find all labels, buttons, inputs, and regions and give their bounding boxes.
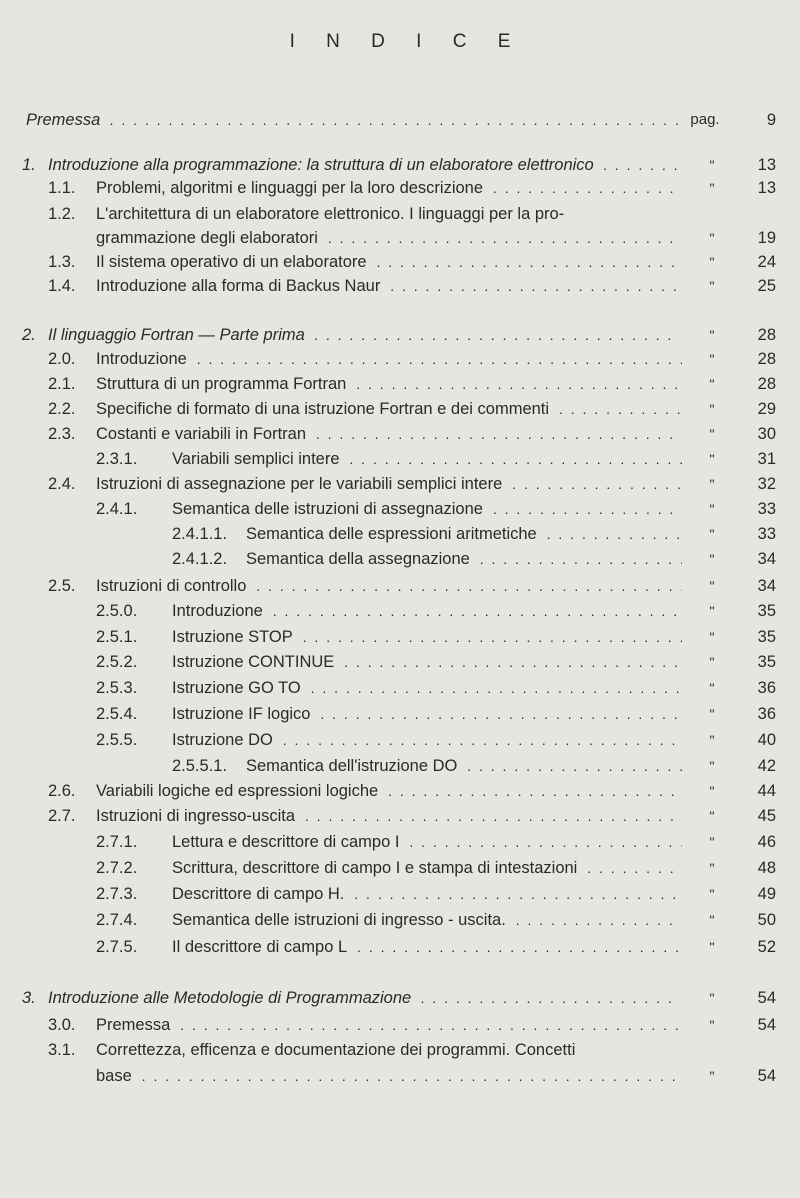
toc-entry: [0, 935, 800, 959]
entry-page: 36: [757, 679, 776, 697]
entry-number: 2.: [22, 326, 36, 344]
entry-text: Semantica dell'istruzione DO . . .: [246, 754, 682, 778]
entry-number: 1.4.: [48, 277, 76, 295]
toc-entry: [0, 274, 800, 298]
entry-text: Variabili semplici intere . . .: [172, 447, 682, 471]
entry-page: 46: [757, 833, 776, 851]
entry-number: 2.5.1.: [96, 628, 138, 646]
entry-page: 25: [757, 277, 776, 295]
toc-entry: [0, 574, 800, 598]
toc-entry: [0, 202, 800, 226]
toc-entry: [0, 728, 800, 752]
toc-entry: [0, 702, 800, 726]
entry-text: Il descrittore di campo L . . .: [172, 935, 682, 959]
toc-entry-premessa: [0, 108, 800, 132]
toc-entry: [0, 599, 800, 623]
ditto-mark: ": [709, 758, 715, 774]
entry-number: 2.7.4.: [96, 911, 138, 929]
toc-entry: [0, 882, 800, 906]
entry-page: 34: [757, 550, 776, 568]
entry-text: Istruzione CONTINUE . . .: [172, 650, 682, 674]
entry-text: Problemi, algoritmi e linguaggi per la loro descrizione . . .: [96, 176, 682, 200]
entry-text: Istruzioni di assegnazione per le variabili semplici intere . . .: [96, 472, 682, 496]
entry-text: Semantica della assegnazione . . .: [246, 547, 682, 571]
ditto-mark: ": [709, 351, 715, 367]
entry-number: 2.7.: [48, 807, 76, 825]
ditto-mark: ": [709, 157, 715, 173]
entry-text: Semantica delle espressioni aritmetiche . . .: [246, 522, 682, 546]
entry-page: 32: [757, 475, 776, 493]
toc-entry: [0, 856, 800, 880]
entry-text: Istruzioni di ingresso-uscita . . .: [96, 804, 682, 828]
entry-text: Descrittore di campo H. . . .: [172, 882, 682, 906]
toc-entry: [0, 1013, 800, 1037]
entry-text: Lettura e descrittore di campo I . . .: [172, 830, 682, 854]
toc-entry: [0, 908, 800, 932]
entry-page: 49: [757, 885, 776, 903]
toc-entry: [0, 447, 800, 471]
ditto-mark: ": [709, 680, 715, 696]
entry-number: 1.3.: [48, 253, 76, 271]
entry-number: 2.7.1.: [96, 833, 138, 851]
toc-entry: [0, 250, 800, 274]
ditto-mark: ": [709, 327, 715, 343]
entry-text: Istruzione DO . . .: [172, 728, 682, 752]
entry-text: Introduzione . . .: [96, 347, 682, 371]
ditto-mark: ": [709, 783, 715, 799]
entry-page: 30: [757, 425, 776, 443]
entry-text: Scrittura, descrittore di campo I e stampa di intestazioni . . .: [172, 856, 682, 880]
entry-number: 2.7.5.: [96, 938, 138, 956]
toc-entry: [0, 176, 800, 200]
entry-page: 29: [757, 400, 776, 418]
toc-entry: [0, 754, 800, 778]
entry-text: Istruzioni di controllo . . .: [96, 574, 682, 598]
entry-text: base . . .: [96, 1064, 682, 1088]
ditto-mark: ": [709, 860, 715, 876]
toc-entry: [0, 1038, 800, 1062]
entry-number: 1.1.: [48, 179, 76, 197]
toc-entry: [0, 1064, 800, 1088]
toc-entry: [0, 779, 800, 803]
entry-number: 2.7.3.: [96, 885, 138, 903]
entry-page: 54: [757, 1067, 776, 1085]
entry-number: 2.3.1.: [96, 450, 138, 468]
entry-number: 3.1.: [48, 1041, 76, 1059]
toc-entry: [0, 347, 800, 371]
entry-page: 35: [757, 602, 776, 620]
entry-text: Istruzione STOP . . .: [172, 625, 682, 649]
entry-page: 40: [757, 731, 776, 749]
ditto-mark: ": [709, 526, 715, 542]
ditto-mark: ": [709, 551, 715, 567]
ditto-mark: ": [709, 990, 715, 1006]
ditto-mark: ": [709, 401, 715, 417]
entry-text: Semantica delle istruzioni di ingresso - uscita. . . .: [172, 908, 682, 932]
entry-page: 28: [757, 326, 776, 344]
entry-number: 2.5.3.: [96, 679, 138, 697]
entry-number: 1.2.: [48, 205, 76, 223]
ditto-mark: ": [709, 603, 715, 619]
entry-number: 3.: [22, 989, 36, 1007]
toc-entry: [0, 522, 800, 546]
entry-page: 54: [757, 1016, 776, 1034]
entry-text: Il linguaggio Fortran — Parte prima . . .: [48, 323, 678, 347]
entry-text: L'architettura di un elaboratore elettronico. I linguaggi per la pro-: [96, 202, 682, 226]
entry-page: 9: [766, 111, 776, 129]
toc-entry: [0, 472, 800, 496]
entry-text: Introduzione alla programmazione: la struttura di un elaboratore elettronico . . .: [48, 153, 678, 177]
entry-page: 19: [757, 229, 776, 247]
toc-entry: [0, 372, 800, 396]
ditto-mark: ": [709, 654, 715, 670]
ditto-mark: ": [709, 451, 715, 467]
entry-number: 2.3.: [48, 425, 76, 443]
ditto-mark: ": [709, 578, 715, 594]
ditto-mark: ": [709, 912, 715, 928]
entry-number: 2.4.1.: [96, 500, 138, 518]
entry-number: 2.4.1.2.: [172, 550, 228, 568]
entry-page: 44: [757, 782, 776, 800]
toc-entry: [0, 226, 800, 250]
ditto-mark: ": [709, 732, 715, 748]
ditto-mark: ": [709, 426, 715, 442]
entry-page: 45: [757, 807, 776, 825]
entry-page: 33: [757, 525, 776, 543]
toc-entry: [0, 804, 800, 828]
ditto-mark: ": [709, 230, 715, 246]
toc-entry: [0, 497, 800, 521]
entry-page: 13: [757, 179, 776, 197]
toc-entry: [0, 153, 800, 177]
entry-page: 31: [757, 450, 776, 468]
entry-text: Introduzione alle Metodologie di Programmazione . . .: [48, 986, 678, 1010]
toc-entry: [0, 547, 800, 571]
toc-entry: [0, 986, 800, 1010]
entry-number: 1.: [22, 156, 36, 174]
entry-number: 2.4.: [48, 475, 76, 493]
ditto-mark: ": [709, 254, 715, 270]
entry-number: 2.5.5.: [96, 731, 138, 749]
entry-number: 2.5.5.1.: [172, 757, 228, 775]
toc-entry: [0, 625, 800, 649]
toc-entry: [0, 676, 800, 700]
entry-page: 52: [757, 938, 776, 956]
ditto-mark: ": [709, 808, 715, 824]
ditto-mark: ": [709, 1017, 715, 1033]
ditto-mark: ": [709, 886, 715, 902]
toc-entry: [0, 422, 800, 446]
ditto-mark: ": [709, 180, 715, 196]
entry-page: 42: [757, 757, 776, 775]
entry-text: Variabili logiche ed espressioni logiche . . .: [96, 779, 682, 803]
entry-number: 2.5.: [48, 577, 76, 595]
entry-text: Correttezza, efficenza e documentazione dei programmi. Concetti: [96, 1038, 682, 1062]
entry-number: 2.4.1.1.: [172, 525, 228, 543]
entry-number: 2.1.: [48, 375, 76, 393]
entry-text: Istruzione IF logico . . .: [172, 702, 682, 726]
entry-page: 36: [757, 705, 776, 723]
entry-page: 24: [757, 253, 776, 271]
entry-text: Costanti e variabili in Fortran . . .: [96, 422, 682, 446]
entry-text: Premessa . . .: [96, 1013, 682, 1037]
entry-text: Semantica delle istruzioni di assegnazione . . .: [172, 497, 682, 521]
page-prefix: pag.: [690, 111, 720, 128]
entry-page: 54: [757, 989, 776, 1007]
entry-page: 48: [757, 859, 776, 877]
entry-page: 28: [757, 350, 776, 368]
entry-text: Premessa . . .: [26, 108, 686, 132]
ditto-mark: ": [709, 706, 715, 722]
entry-number: 2.5.0.: [96, 602, 138, 620]
ditto-mark: ": [709, 376, 715, 392]
toc-entry: [0, 397, 800, 421]
entry-page: 50: [757, 911, 776, 929]
ditto-mark: ": [709, 834, 715, 850]
entry-page: 35: [757, 653, 776, 671]
ditto-mark: ": [709, 1068, 715, 1084]
ditto-mark: ": [709, 939, 715, 955]
ditto-mark: ": [709, 476, 715, 492]
entry-page: 33: [757, 500, 776, 518]
entry-number: 2.5.2.: [96, 653, 138, 671]
entry-page: 35: [757, 628, 776, 646]
toc-entry: [0, 323, 800, 347]
entry-page: 13: [757, 156, 776, 174]
entry-number: 2.0.: [48, 350, 76, 368]
entry-text: Il sistema operativo di un elaboratore . . .: [96, 250, 682, 274]
entry-number: 2.2.: [48, 400, 76, 418]
entry-text: Introduzione . . .: [172, 599, 682, 623]
entry-text: Istruzione GO TO . . .: [172, 676, 682, 700]
ditto-mark: ": [709, 501, 715, 517]
entry-number: 2.5.4.: [96, 705, 138, 723]
ditto-mark: ": [709, 629, 715, 645]
entry-number: 2.7.2.: [96, 859, 138, 877]
entry-page: 34: [757, 577, 776, 595]
entry-text: Introduzione alla forma di Backus Naur . . .: [96, 274, 682, 298]
toc-entry: [0, 650, 800, 674]
entry-text: grammazione degli elaboratori . . .: [96, 226, 682, 250]
entry-number: 3.0.: [48, 1016, 76, 1034]
entry-text: Specifiche di formato di una istruzione Fortran e dei commenti . . .: [96, 397, 682, 421]
page-title: I N D I C E: [289, 31, 524, 52]
ditto-mark: ": [709, 278, 715, 294]
entry-number: 2.6.: [48, 782, 76, 800]
entry-text: Struttura di un programma Fortran . . .: [96, 372, 682, 396]
toc-entry: [0, 830, 800, 854]
entry-page: 28: [757, 375, 776, 393]
